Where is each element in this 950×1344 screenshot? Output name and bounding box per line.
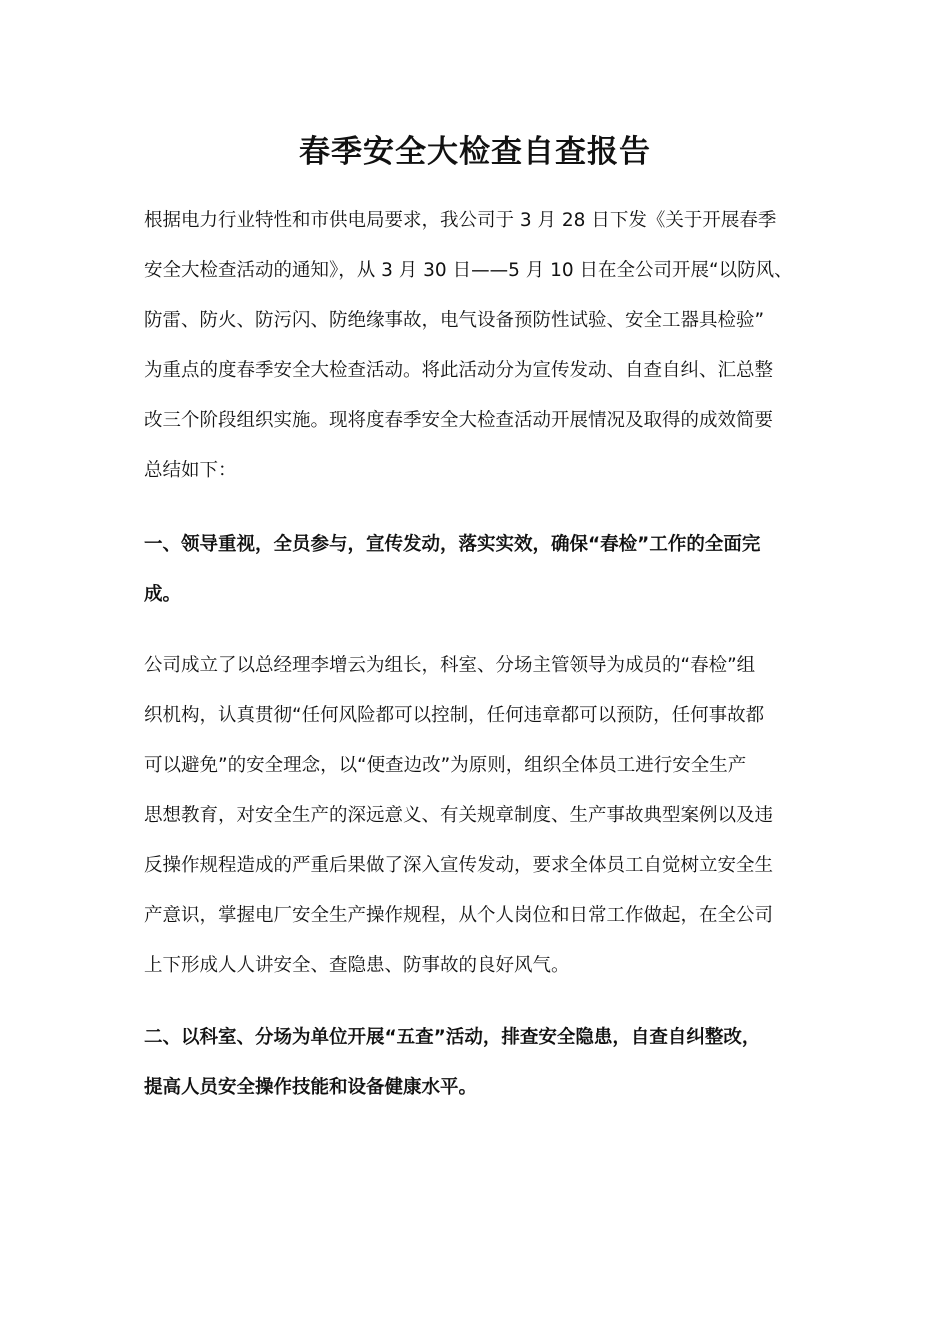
- paragraph-line: 防雷、防火、防污闪、防绝缘事故，电气设备预防性试验、安全工器具检验”: [144, 310, 765, 331]
- paragraph-line: 可以避免”的安全理念，以“便查边改”为原则，组织全体员工进行安全生产: [144, 755, 747, 776]
- intro-paragraph: [144, 196, 814, 496]
- paragraph-line: 产意识，掌握电厂安全生产操作规程，从个人岗位和日常工作做起，在全公司: [144, 905, 774, 926]
- paragraph-line: 反操作规程造成的严重后果做了深入宣传发动，要求全体员工自觉树立安全生: [144, 855, 774, 876]
- section-heading-1: [144, 520, 814, 620]
- paragraph-line: 安全大检查活动的通知》，从 3 月 30 日——5 月 10 日在全公司开展“以防风、: [144, 260, 793, 281]
- heading-line: 一、领导重视，全员参与，宣传发动，落实实效，确保“春检”工作的全面完: [144, 534, 761, 555]
- heading-line: 成。: [144, 584, 182, 605]
- paragraph-line: 织机构，认真贯彻“任何风险都可以控制，任何违章都可以预防，任何事故都: [144, 705, 765, 726]
- paragraph-line: 总结如下：: [144, 460, 237, 481]
- heading-line: 提高人员安全操作技能和设备健康水平。: [144, 1077, 478, 1098]
- section-heading-2: [144, 1013, 814, 1113]
- heading-line: 二、以科室、分场为单位开展“五查”活动，排查安全隐患，自查自纠整改，: [144, 1027, 761, 1048]
- paragraph-line: 根据电力行业特性和市供电局要求，我公司于 3 月 28 日下发《关于开展春季: [144, 210, 777, 231]
- paragraph-line: 公司成立了以总经理李增云为组长，科室、分场主管领导为成员的“春检”组: [144, 655, 756, 676]
- paragraph-line: 思想教育，对安全生产的深远意义、有关规章制度、生产事故典型案例以及违: [144, 805, 774, 826]
- paragraph-line: 为重点的度春季安全大检查活动。将此活动分为宣传发动、自查自纠、汇总整: [144, 360, 774, 381]
- section-1-paragraph: [144, 641, 814, 991]
- paragraph-line: 改三个阶段组织实施。现将度春季安全大检查活动开展情况及取得的成效简要: [144, 410, 774, 431]
- document-title: 春季安全大检查自查报告: [299, 134, 651, 170]
- paragraph-line: 上下形成人人讲安全、查隐患、防事故的良好风气。: [144, 955, 570, 976]
